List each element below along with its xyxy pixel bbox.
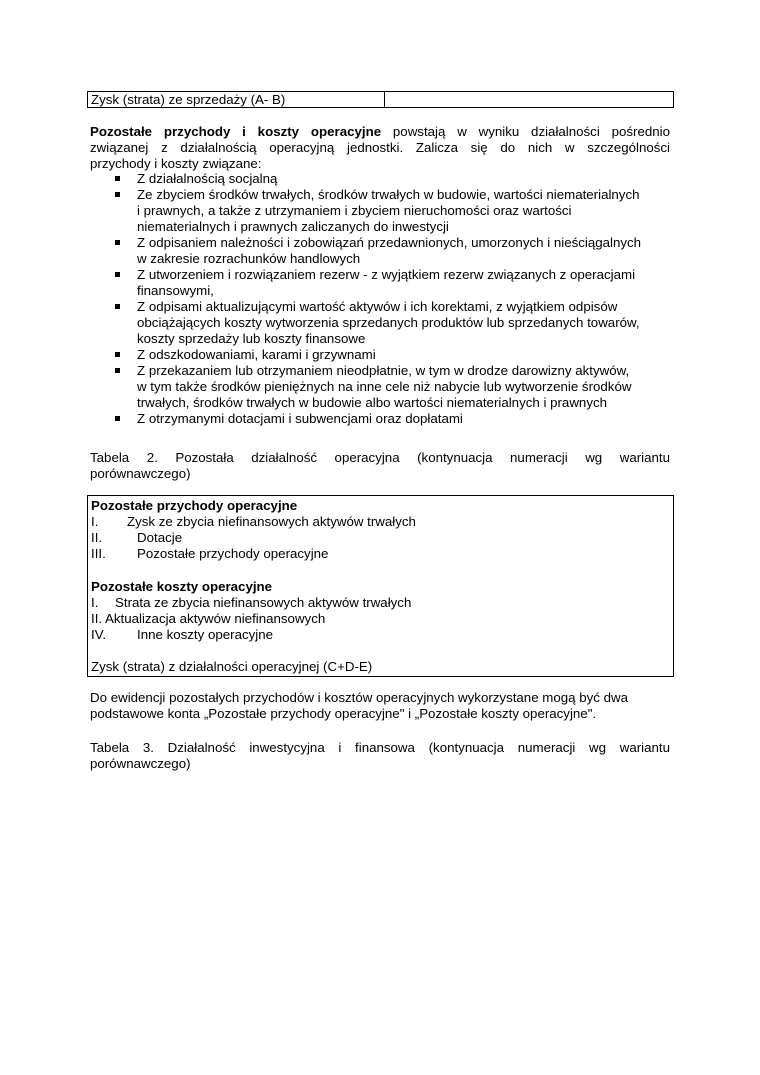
bullet-square-icon xyxy=(115,368,120,373)
table-row: III. Pozostałe przychody operacyjne xyxy=(91,546,329,561)
evidence-paragraph xyxy=(90,690,670,722)
bullet-square-icon xyxy=(115,352,120,357)
list-item: Z działalnością socjalną xyxy=(112,171,672,187)
bullet-square-icon xyxy=(115,176,120,181)
table3-caption xyxy=(90,740,670,772)
intro-bold-term: Pozostałe przychody i koszty operacyjne xyxy=(90,124,382,139)
evidence-line-2: podstawowe konta „Pozostałe przychody operacyjne" i „Pozostałe koszty operacyjne". xyxy=(90,706,597,721)
evidence-line-1: Do ewidencji pozostałych przychodów i kosztów operacyjnych wykorzystane mogą być dwa xyxy=(90,690,629,705)
list-item: Z odpisaniem należności i zobowiązań przedawnionych, umorzonych i nieściągalnych w zakresie rozrachunków handlowych xyxy=(112,235,672,267)
table2-caption-line-2: porównawczego) xyxy=(90,466,191,481)
list-item: Z przekazaniem lub otrzymaniem nieodpłatnie, w tym w drodze darowizny aktywów, w tym także środków pieniężnych na inne cele niż nabycie lub wytworzenie środków trwałych, środków trwałych w budowie albo wartości niematerialnych i prawnych xyxy=(112,363,672,411)
list-item: Z odpisami aktualizującymi wartość aktywów i ich korektami, z wyjątkiem odpisów obciążających koszty wytworzenia sprzedanych produktów lub sprzedanych towarów, koszty sprzedaży lub koszty finansowe xyxy=(112,299,672,347)
table3-caption-line-2: porównawczego) xyxy=(90,756,191,771)
table2-caption xyxy=(90,450,670,482)
other-operating-activity-table xyxy=(87,495,674,677)
operating-result: Zysk (strata) z działalności operacyjnej (C+D-E) xyxy=(91,659,373,674)
list-item: Z odszkodowaniami, karami i grzywnami xyxy=(112,347,672,363)
table-row: IV. Inne koszty operacyjne xyxy=(91,627,274,642)
intro-line-1-rest: powstają w wyniku działalności pośrednio xyxy=(381,124,670,139)
list-item: Z otrzymanymi dotacjami i subwencjami oraz dopłatami xyxy=(112,411,672,427)
income-heading: Pozostałe przychody operacyjne xyxy=(91,498,298,513)
sales-result-label: Zysk (strata) ze sprzedaży (A- B) xyxy=(88,92,385,107)
intro-line-2: związanej z działalnością operacyjną jednostki. Zalicza się do nich w szczególności xyxy=(90,140,670,155)
sales-result-table xyxy=(87,91,674,108)
intro-line-3: przychody i koszty związane: xyxy=(90,156,262,171)
table-row: I. Zysk ze zbycia niefinansowych aktywów trwałych xyxy=(91,514,416,529)
list-item: Ze zbyciem środków trwałych, środków trwałych w budowie, wartości niematerialnych i prawnych, a także z utrzymaniem i zbyciem nieruchomości oraz wartości niematerialnych i prawnych zaliczanych do inwestycji xyxy=(112,187,672,235)
list-item: Z utworzeniem i rozwiązaniem rezerw - z wyjątkiem rezerw związanych z operacjami finansowymi, xyxy=(112,267,672,299)
intro-paragraph xyxy=(90,124,670,172)
costs-heading: Pozostałe koszty operacyjne xyxy=(91,579,273,594)
table-row: II. Aktualizacja aktywów niefinansowych xyxy=(91,611,326,626)
table2-caption-line-1: Tabela 2. Pozostała działalność operacyjna (kontynuacja numeracji wg wariantu xyxy=(90,450,670,465)
bullet-square-icon xyxy=(115,272,120,277)
operating-items-list xyxy=(112,171,672,427)
sales-result-value xyxy=(385,92,673,107)
bullet-square-icon xyxy=(115,192,120,197)
intro-line-1 xyxy=(90,124,670,140)
table-row: II. Dotacje xyxy=(91,530,183,545)
table-row: I. Strata ze zbycia niefinansowych aktywów trwałych xyxy=(91,595,412,610)
table3-caption-line-1: Tabela 3. Działalność inwestycyjna i finansowa (kontynuacja numeracji wg wariantu xyxy=(90,740,670,755)
bullet-square-icon xyxy=(115,240,120,245)
bullet-square-icon xyxy=(115,304,120,309)
bullet-square-icon xyxy=(115,416,120,421)
